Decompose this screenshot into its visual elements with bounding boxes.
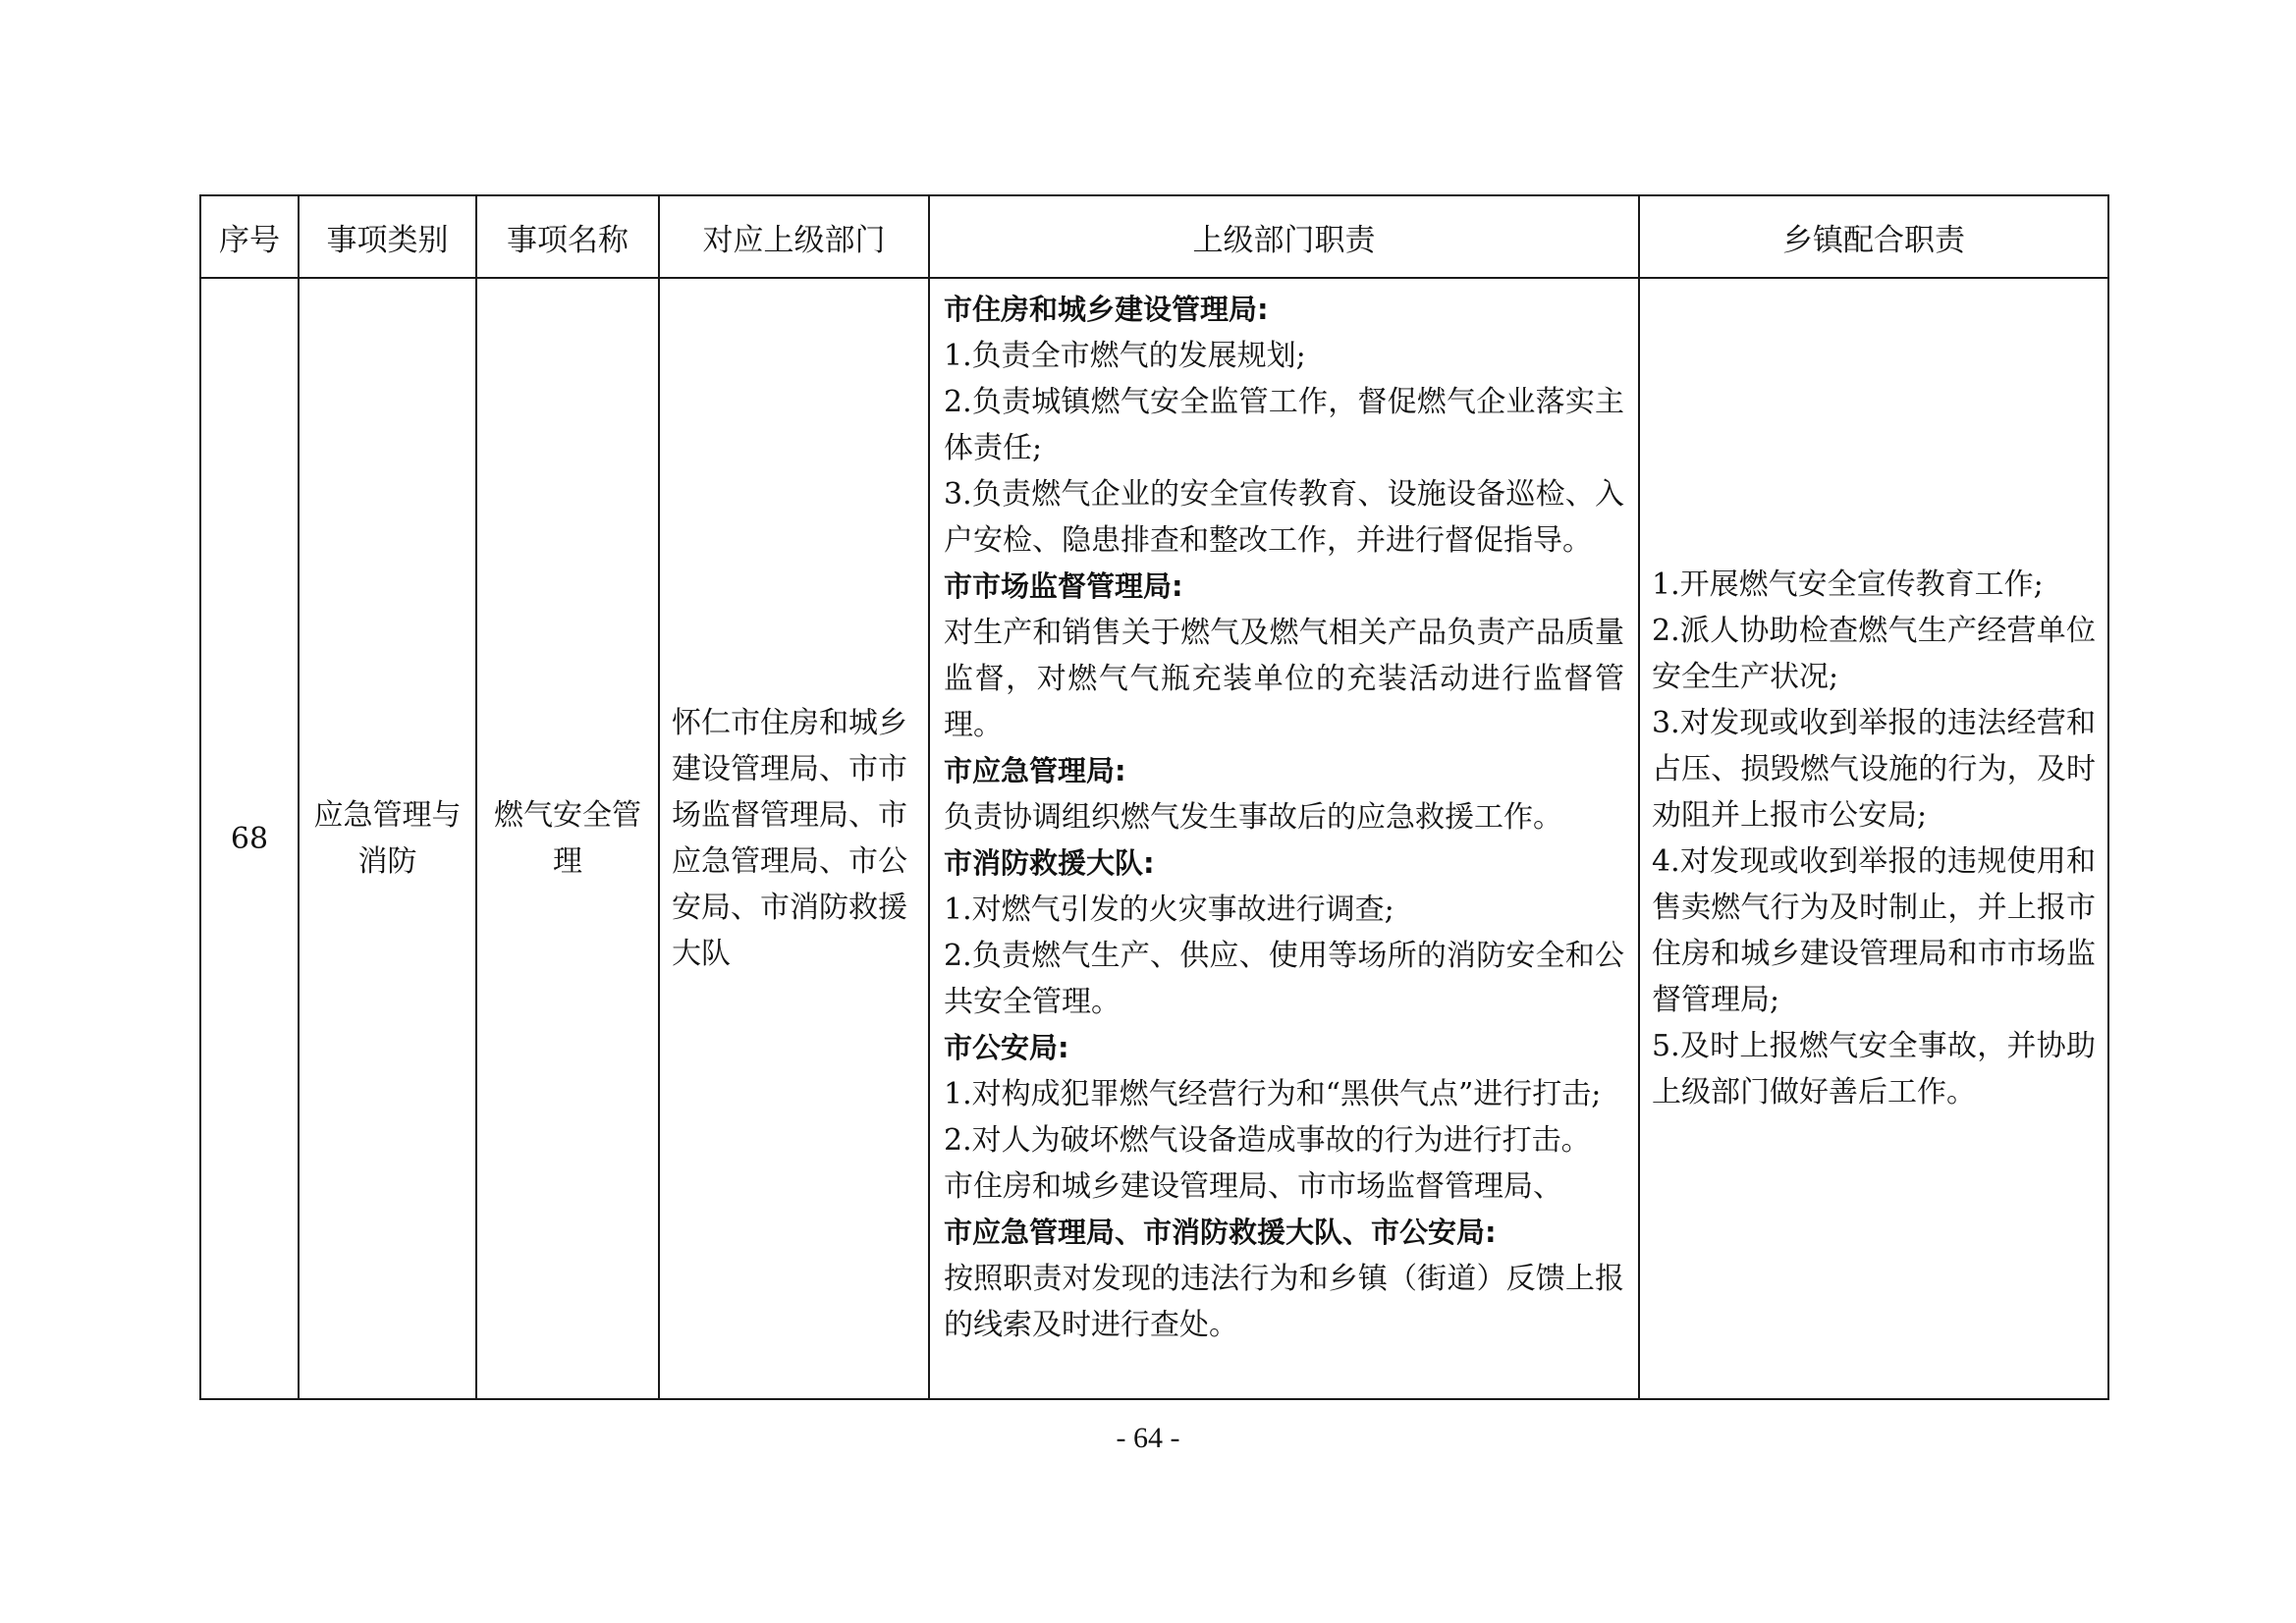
duty-line: 1.对燃气引发的火灾事故进行调查;: [944, 893, 1394, 927]
page-number: - 64 -: [1116, 1422, 1180, 1454]
cell-item-name: 燃气安全管理: [476, 278, 659, 1399]
duty-table: [199, 194, 2109, 1400]
cell-dept-duties: [929, 278, 1639, 1399]
duty-line: 对生产和销售关于燃气及燃气相关产品负责产品质量监督，对燃气气瓶充装单位的充装活动进行监督管理。: [944, 616, 1624, 742]
joint-text: 按照职责对发现的违法行为和乡镇（街道）反馈上报的线索及时进行查处。: [944, 1262, 1624, 1342]
town-duty-line: 2.派人协助检查燃气生产经营单位安全生产状况;: [1652, 614, 2096, 694]
duty-heading-market: 市市场监督管理局:: [944, 569, 1183, 603]
header-departments: 对应上级部门: [659, 195, 929, 278]
duty-line: 2.负责燃气生产、供应、使用等场所的消防安全和公共安全管理。: [944, 939, 1624, 1019]
header-category: 事项类别: [299, 195, 476, 278]
duty-line: 2.负责城镇燃气安全监管工作，督促燃气企业落实主体责任;: [944, 385, 1624, 465]
duty-heading-police: 市公安局:: [944, 1031, 1069, 1064]
cell-index: 68: [200, 278, 299, 1399]
duty-line: 1.负责全市燃气的发展规划;: [944, 339, 1306, 373]
duty-heading-emergency: 市应急管理局:: [944, 754, 1126, 787]
duty-line: 3.负责燃气企业的安全宣传教育、设施设备巡检、入户安检、隐患排查和整改工作，并进行督促指导。: [944, 477, 1624, 558]
cell-departments: 怀仁市住房和城乡建设管理局、市市场监督管理局、市应急管理局、市公安局、市消防救援大队: [659, 278, 929, 1399]
joint-prefix: 市住房和城乡建设管理局、市市场监督管理局、: [944, 1169, 1562, 1204]
header-item-name: 事项名称: [476, 195, 659, 278]
header-town-duties: 乡镇配合职责: [1639, 195, 2108, 278]
duty-line: 1.对构成犯罪燃气经营行为和“黑供气点”进行打击;: [944, 1077, 1602, 1111]
duty-heading-fire: 市消防救援大队:: [944, 846, 1155, 880]
duty-heading-housing: 市住房和城乡建设管理局:: [944, 293, 1269, 326]
joint-heading: 市应急管理局、市消防救援大队、市公安局:: [944, 1216, 1497, 1249]
town-duty-line: 5.及时上报燃气安全事故，并协助上级部门做好善后工作。: [1652, 1029, 2096, 1109]
table-header-row: [200, 195, 2108, 278]
header-dept-duties: 上级部门职责: [929, 195, 1639, 278]
town-duty-line: 1.开展燃气安全宣传教育工作;: [1652, 568, 2044, 602]
town-duty-line: 4.对发现或收到举报的违规使用和售卖燃气行为及时制止，并上报市住房和城乡建设管理局和市市场监督管理局;: [1652, 844, 2096, 1017]
duty-line: 负责协调组织燃气发生事故后的应急救援工作。: [944, 800, 1562, 835]
cell-town-duties: [1639, 278, 2108, 1399]
table-row: [200, 278, 2108, 1399]
town-duty-line: 3.对发现或收到举报的违法经营和占压、损毁燃气设施的行为，及时劝阻并上报市公安局;: [1652, 706, 2096, 833]
duty-line: 2.对人为破坏燃气设备造成事故的行为进行打击。: [944, 1123, 1591, 1158]
header-index: 序号: [200, 195, 299, 278]
cell-category: 应急管理与消防: [299, 278, 476, 1399]
